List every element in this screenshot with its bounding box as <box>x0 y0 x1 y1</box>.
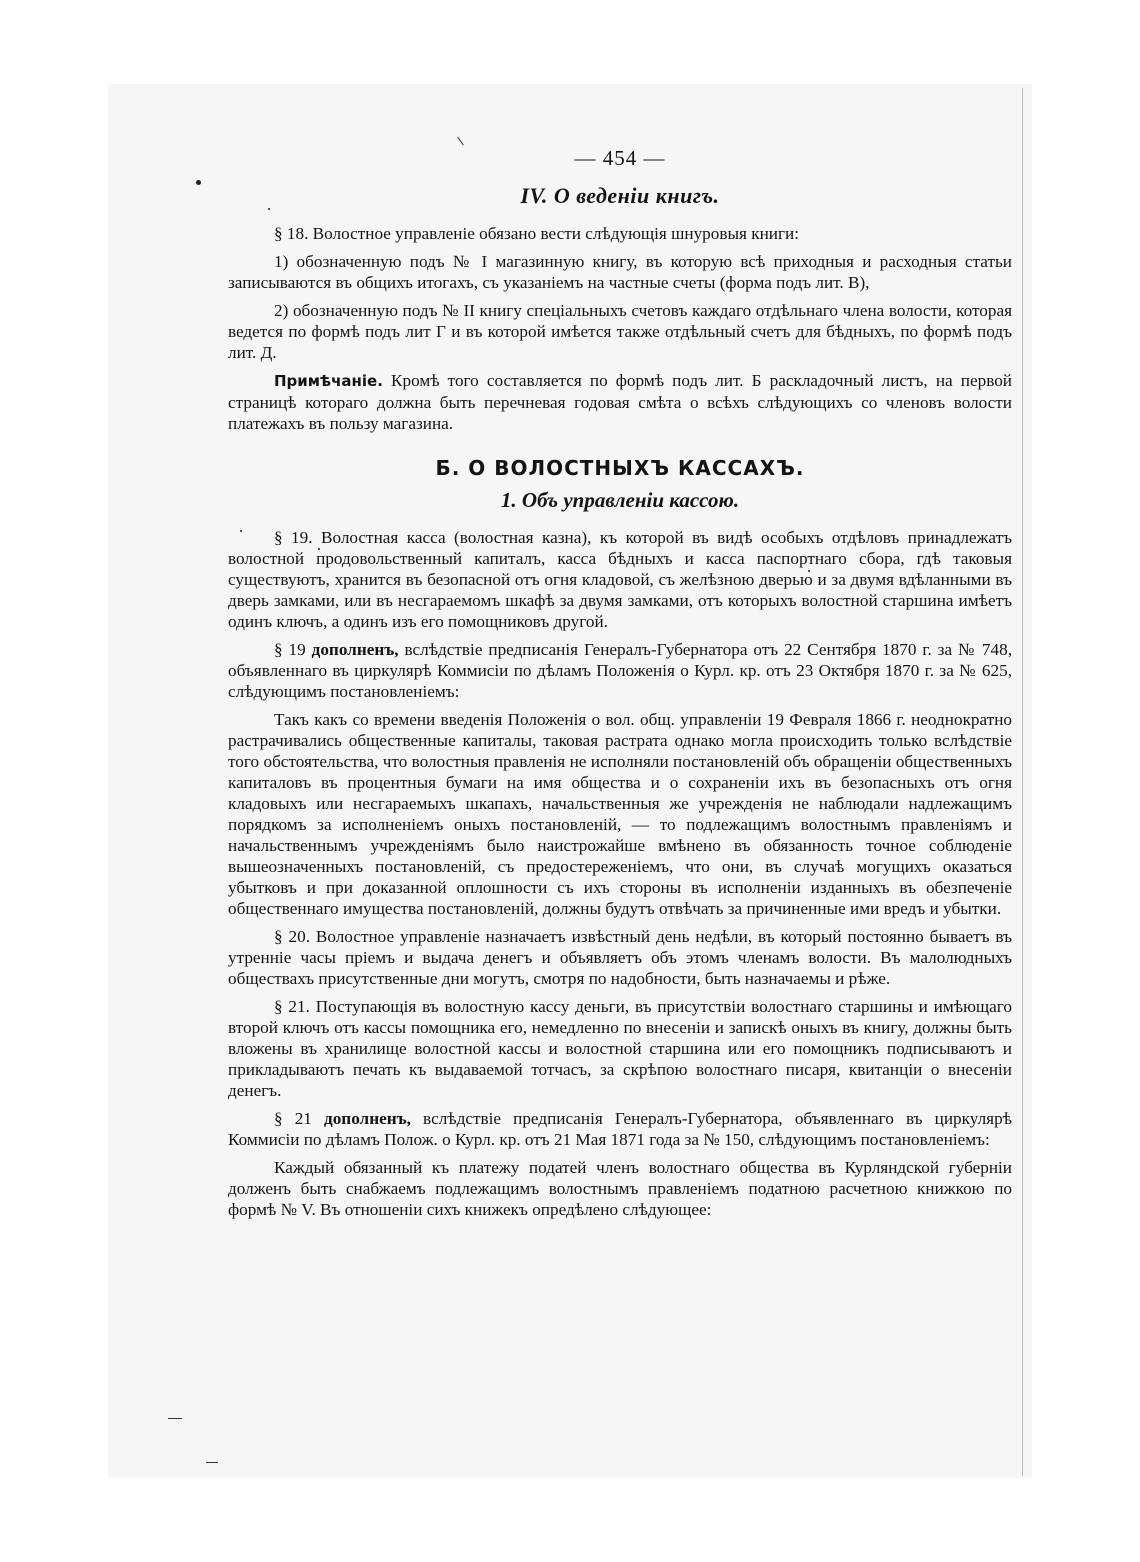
amendment-ref: § 19 <box>274 640 312 659</box>
paragraph-21: § 21. Поступающія въ волостную кассу деньги, въ присутствіи волостнаго старшины и имѣющаго второй ключъ отъ кассы помощника его, немедленно по внесеніи и запискѣ оныхъ въ книгу, должны быть вложены въ хранилище волостной кассы и волостной старшина или его помощникъ подписываютъ и прикладываютъ печать къ выдаваемой тотчасъ, за скрѣпою волостнаго писаря, квитанціи о внесеніи денегъ. <box>228 997 1012 1100</box>
paragraph-21-amendment-text: Каждый обязанный къ платежу податей членъ волостнаго общества въ Курляндской губерніи долженъ быть снабжаемъ подлежащимъ волостнымъ правленіемъ податною расчетною книжкою по формѣ № V. Въ отношеніи сихъ книжекъ опредѣлено слѣдующее: <box>228 1158 1012 1219</box>
note-label: Примѣчаніе. <box>274 372 383 390</box>
amendment-label: дополненъ, <box>311 640 399 659</box>
paragraph-20: § 20. Волостное управленіе назначаетъ извѣстный день недѣли, въ который постоянно бываетъ въ утренніе часы пріемъ и выдача денегъ и объявляетъ объ этомъ членамъ волости. Въ малолюдныхъ обществахъ присутственные дни могутъ, смотря по надобности, быть назначаемы и рѣже. <box>228 927 1012 988</box>
amendment-text: вслѣдствіе предписанія Генералъ-Губернатора, объявленнаго въ циркулярѣ Коммисіи по дѣламъ Полож. о Курл. кр. отъ 21 Мая 1871 года за № 150, слѣдующимъ постановленіемъ: <box>228 1109 1013 1149</box>
paragraph-19-amendment-intro <box>228 639 1012 702</box>
amendment-text: вслѣдствіе предписанія Генералъ-Губернатора отъ 22 Сентября 1870 г. за № 748, объявленнаго въ циркулярѣ Коммисіи по дѣламъ Положенія о Курл. кр. отъ 23 Октября 1870 г. за № 625, слѣдующимъ постановленіемъ: <box>228 640 1013 701</box>
note-paragraph <box>228 370 1012 434</box>
page-content <box>228 146 1012 1227</box>
paragraph-18-item-1: 1) обозначенную подъ № I магазинную книгу, въ которую всѣ приходныя и расходныя статьи записываются въ общихъ итогахъ, съ указаніемъ на частные счеты (форма подъ лит. В), <box>228 252 1012 292</box>
paragraph-21-amendment-intro <box>228 1108 1012 1150</box>
paragraph-18-item-2: 2) обозначенную подъ № II книгу спеціальныхъ счетовъ каждаго отдѣльнаго члена волости, которая ведется по формѣ подъ лит Г и въ которой имѣется также отдѣльный счетъ для бѣдныхъ, по формѣ подъ лит. Д. <box>228 301 1012 362</box>
paragraph-18: § 18. Волостное управленіе обязано вести слѣдующія шнуровыя книги: <box>274 224 799 243</box>
scan-speck <box>196 180 201 185</box>
part-b-title: Б. О ВОЛОСТНЫХЪ КАССАХЪ. <box>435 456 805 480</box>
scan-mark <box>206 1462 218 1463</box>
amendment-ref: § 21 <box>274 1109 324 1128</box>
amendment-label: дополненъ, <box>324 1109 411 1128</box>
subsection-1-title: 1. Объ управленіи кассою. <box>500 488 740 512</box>
section-title-iv: IV. О веденіи книгъ. <box>520 183 720 208</box>
note-text: Кромѣ того составляется по формѣ подъ лит. Б раскладочный листъ, на первой страницѣ котораго должна быть перечневая годовая смѣта о всѣхъ слѣдующихъ со членовъ волости платежахъ въ пользу магазина. <box>228 371 1012 433</box>
paragraph-19: § 19. Волостная касса (волостная казна), къ которой въ видѣ особыхъ отдѣловъ принадлежатъ волостной продовольственный капиталъ, касса бѣдныхъ и касса паспортнаго сбора, гдѣ таковыя существуютъ, хранится въ безопасной отъ огня кладовой, съ желѣзною дверью и за двумя вдѣланными въ дверь замками, или въ несгараемомъ шкафѣ за двумя замками, отъ которыхъ волостной старшина имѣетъ одинъ ключъ, а одинъ изъ его помощниковъ другой. <box>228 528 1012 631</box>
page-edge-line <box>1022 88 1023 1476</box>
paragraph-19-amendment-text: Такъ какъ со времени введенія Положенія о вол. общ. управленіи 19 Февраля 1866 г. неоднократно растрачивались общественные капиталы, таковая растрата однако могла происходить только вслѣдствіе того обстоятельства, что волостныя правленія не исполняли постановленій объ обращеніи общественныхъ капиталовъ въ процентныя бумаги на имя общества и о сохраненіи ихъ въ безопасныхъ отъ огня кладовыхъ или несгараемыхъ шкапахъ, начальственныя же учрежденія не наблюдали надлежащимъ порядкомъ за исполненіемъ оныхъ постановленій, — то подлежащимъ волостнымъ правленіямъ и начальственнымъ учрежденіямъ было наистрожайше вмѣнено въ обязанность точное соблюденіе вышеозначенныхъ постановленій, съ предостереженіемъ, что они, въ случаѣ могущихъ оказаться убытковъ и при доказанной оплошности съ ихъ стороны въ исполненіи изданныхъ въ обезпеченіе общественнаго имущества постановленій, должны будутъ отвѣчать за причиненные ими вредъ и убытки. <box>228 710 1012 918</box>
page-number: — 454 — <box>574 146 666 170</box>
scan-mark <box>168 1418 182 1419</box>
